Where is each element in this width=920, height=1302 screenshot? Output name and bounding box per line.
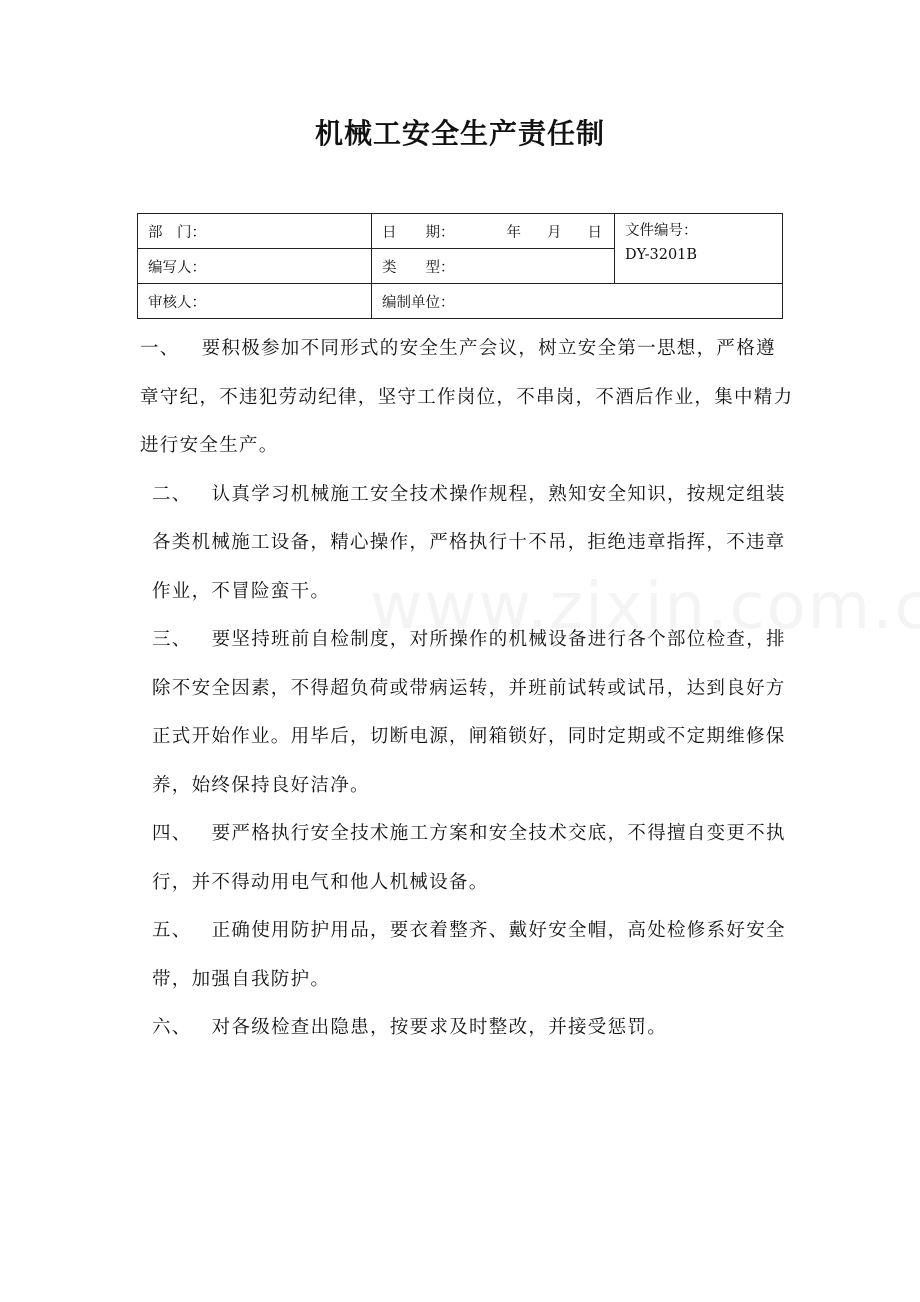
clause-text: 要积极参加不同形式的安全生产会议，树立安全第一思想，严格遵章守纪，不违犯劳动纪律，坚守工作岗位，不串岗，不酒后作业，集中精力进行安全生产。: [140, 338, 794, 456]
clause-text: 要严格执行安全技术施工方案和安全技术交底，不得擅自变更不执行，并不得动用电气和他人机械设备。: [152, 823, 786, 893]
type-cell: [372, 249, 615, 284]
clause-5: [140, 907, 795, 1004]
clause-2: [140, 471, 795, 617]
clause-number: 一、: [140, 338, 180, 359]
clause-text: 认真学习机械施工安全技术操作规程，熟知安全知识，按规定组装各类机械施工设备，精心操作，严格执行十不吊，拒绝违章指挥，不违章作业，不冒险蛮干。: [152, 483, 786, 602]
unit-label: 编制单位：: [382, 294, 455, 311]
department-cell: [138, 214, 372, 249]
clause-number: 二、: [152, 483, 192, 505]
header-info-table: [137, 213, 783, 319]
author-label: 编写人：: [148, 259, 206, 276]
clause-number: 六、: [152, 1017, 192, 1038]
document-title: 机械工安全生产责任制: [314, 117, 605, 150]
doc-number-cell: [615, 214, 783, 284]
day-label: 日: [587, 224, 602, 241]
unit-cell: [372, 284, 783, 319]
clause-6: [140, 1004, 795, 1053]
type-label: 类 型：: [382, 259, 455, 276]
department-label: 部 门：: [148, 224, 206, 241]
clause-number: 四、: [152, 823, 192, 844]
clauses-body: [140, 325, 795, 1053]
clause-4: [140, 810, 795, 907]
clause-text: 要坚持班前自检制度，对所操作的机械设备进行各个部位检查，排除不安全因素，不得超负荷或带病运转，并班前试转或试吊，达到良好方正式开始作业。用毕后，切断电源，闸箱锁好，同时定期或不定期维修保养，始终保持良好洁净。: [152, 629, 786, 796]
clause-3: [140, 616, 795, 810]
author-cell: [138, 249, 372, 284]
date-cell: [372, 214, 615, 249]
reviewer-cell: [138, 284, 372, 319]
clause-text: 正确使用防护用品，要衣着整齐、戴好安全帽，高处检修系好安全带，加强自我防护。: [152, 920, 786, 990]
doc-number-value: DY-3201B: [625, 247, 698, 263]
date-label: 日 期：: [382, 224, 455, 241]
doc-number-label: 文件编号：: [625, 223, 698, 239]
clause-number: 五、: [152, 920, 192, 941]
clause-text: 对各级检查出隐患，按要求及时整改，并接受惩罚。: [211, 1017, 668, 1038]
clause-number: 三、: [152, 629, 192, 650]
clause-1: [140, 325, 795, 471]
month-label: 月: [547, 224, 562, 241]
year-label: 年: [506, 224, 521, 241]
reviewer-label: 审核人：: [148, 294, 206, 311]
